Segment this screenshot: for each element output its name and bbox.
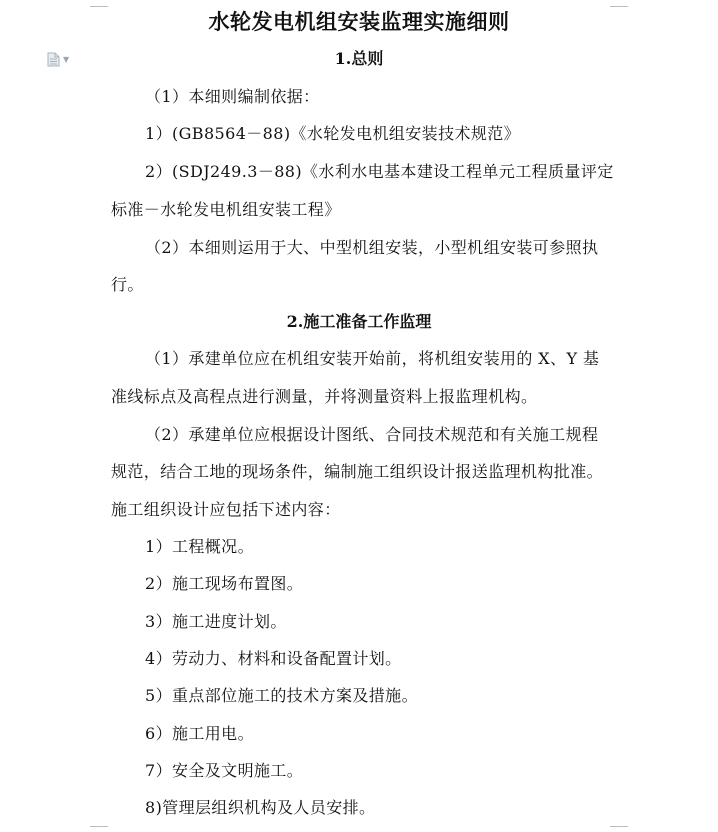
crop-mark — [90, 6, 108, 7]
list-item: 6）施工用电。 — [145, 724, 254, 743]
list-item: 3）施工进度计划。 — [145, 612, 287, 631]
list-item: 7）安全及文明施工。 — [145, 761, 304, 780]
document-title: 水轮发电机组安装监理实施细则 — [208, 9, 510, 34]
list-item: 2）施工现场布置图。 — [145, 574, 304, 593]
list-item: 8)管理层组织机构及人员安排。 — [145, 798, 376, 817]
section-heading-general: 1.总则 — [334, 49, 384, 68]
list-item: 5）重点部位施工的技术方案及措施。 — [145, 686, 418, 705]
paragraph-line: （2）本细则运用于大、中型机组安装，小型机组安装可参照执 — [145, 238, 599, 257]
paragraph-line: 行。 — [111, 275, 144, 294]
paragraph-line: 施工组织设计应包括下述内容： — [111, 500, 341, 519]
list-item: 1）工程概况。 — [145, 537, 254, 556]
crop-mark — [610, 826, 628, 827]
paragraph-line: （1）本细则编制依据： — [145, 87, 320, 106]
paragraph-line: （2）承建单位应根据设计图纸、合同技术规范和有关施工规程 — [145, 425, 599, 444]
paragraph-line: （1）承建单位应在机组安装开始前，将机组安装用的 X、Y 基 — [145, 349, 600, 368]
reference-line: 1）(GB8564－88)《水轮发电机组安装技术规范》 — [145, 124, 521, 143]
chevron-down-icon: ▼ — [63, 54, 70, 64]
paragraph-line: 规范，结合工地的现场条件，编制施工组织设计报送监理机构批准。 — [111, 462, 604, 481]
crop-mark — [610, 6, 628, 7]
list-item: 4）劳动力、材料和设备配置计划。 — [145, 649, 402, 668]
crop-mark — [90, 826, 108, 827]
paragraph-line: 准线标点及高程点进行测量，并将测量资料上报监理机构。 — [111, 387, 538, 406]
reference-line: 2）(SDJ249.3－88)《水利水电基本建设工程单元工程质量评定 — [145, 162, 614, 181]
section-heading-preparation: 2.施工准备工作监理 — [286, 312, 432, 331]
reference-line: 标准－水轮发电机组安装工程》 — [111, 200, 341, 219]
